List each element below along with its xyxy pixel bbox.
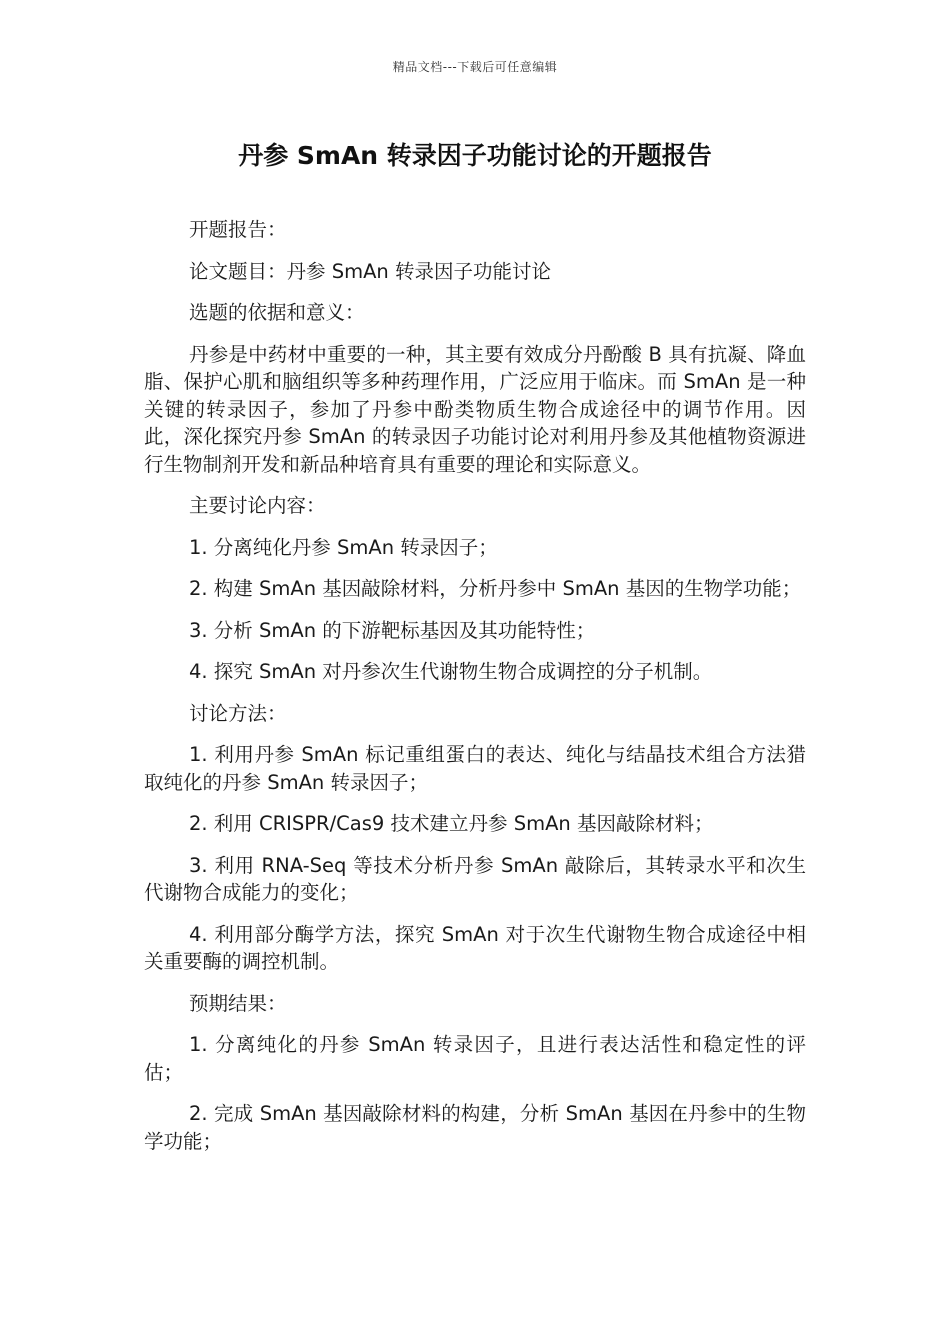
paragraph-result-heading: 预期结果： [189, 991, 287, 1015]
document-title: 丹参 SmAn 转录因子功能讨论的开题报告 [238, 141, 712, 170]
paragraph-content-item-3: 3. 分析 SmAn 的下游靶标基因及其功能特性； [189, 618, 596, 642]
paragraph-result-item-1: 1. 分离纯化的丹参 SmAn 转录因子，且进行表达活性和稳定性的评估； [144, 1033, 806, 1084]
paragraph-report-label: 开题报告： [189, 218, 287, 241]
paragraph-method-item-3: 3. 利用 RNA-Seq 等技术分析丹参 SmAn 敲除后，其转录水平和次生代谢物合成能力的变化； [144, 853, 806, 904]
paragraph-method-item-1: 1. 利用丹参 SmAn 标记重组蛋白的表达、纯化与结晶技术组合方法猎取纯化的丹参 SmAn 转录因子； [144, 743, 806, 794]
page-header: 精品文档---下载后可任意编辑 [392, 60, 558, 74]
paragraph-content-heading: 主要讨论内容： [189, 494, 326, 517]
paragraph-thesis-title: 论文题目：丹参 SmAn 转录因子功能讨论 [189, 259, 551, 283]
paragraph-method-heading: 讨论方法： [189, 701, 287, 725]
paragraph-method-item-4: 4. 利用部分酶学方法，探究 SmAn 对于次生代谢物生物合成途径中相关重要酶的调控机制。 [144, 922, 806, 973]
paragraph-basis-text: 丹参是中药材中重要的一种，其主要有效成分丹酚酸 B 具有抗凝、降血脂、保护心肌和脑组织等多种药理作用，广泛应用于临床。而 SmAn 是一种关键的转录因子，参加了丹参中酚类物质生物合成途径中的调节作用。因此，深化探究丹参 SmAn 的转录因子功能讨论对利用丹参及其他植物资源进行生物制剂开发和新品种培育具有重要的理论和实际意义。 [144, 342, 806, 476]
paragraph-content-item-1: 1. 分离纯化丹参 SmAn 转录因子； [189, 535, 498, 559]
paragraph-result-item-2: 2. 完成 SmAn 基因敲除材料的构建，分析 SmAn 基因在丹参中的生物学功能； [144, 1102, 806, 1153]
document-body [144, 216, 806, 1169]
paragraph-content-item-4: 4. 探究 SmAn 对丹参次生代谢物生物合成调控的分子机制。 [189, 660, 713, 683]
paragraph-method-item-2: 2. 利用 CRISPR/Cas9 技术建立丹参 SmAn 基因敲除材料； [189, 812, 714, 835]
paragraph-basis-heading: 选题的依据和意义： [189, 301, 365, 324]
paragraph-content-item-2: 2. 构建 SmAn 基因敲除材料，分析丹参中 SmAn 基因的生物学功能； [189, 577, 802, 600]
